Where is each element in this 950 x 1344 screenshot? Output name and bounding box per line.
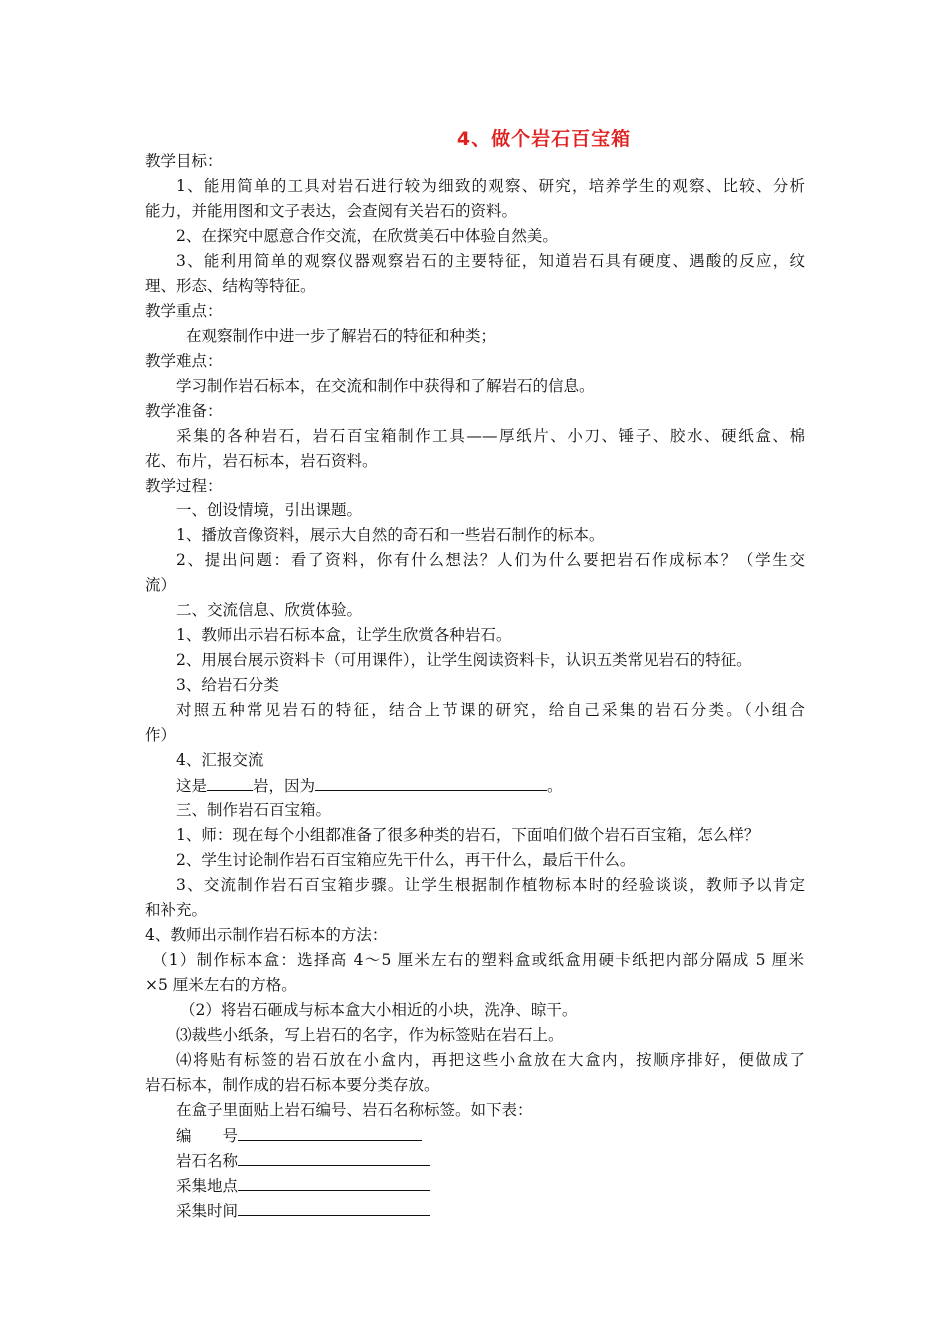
- paragraph-line: 4、汇报交流: [176, 751, 264, 769]
- paragraph-line: 和补充。: [145, 901, 208, 919]
- paragraph-line: 3、交流制作岩石百宝箱步骤。让学生根据制作植物标本时的经验谈谈，教师予以肯定: [176, 876, 805, 894]
- paragraph-line: 流）: [145, 576, 177, 594]
- paragraph-line: 1、能用简单的工具对岩石进行较为细致的观察、研究，培养学生的观察、比较、分析: [176, 177, 805, 195]
- paragraph-line: 一、创设情境，引出课题。: [176, 501, 363, 519]
- paragraph-line: （2）将岩石砸成与标本盒大小相近的小块，洗净、晾干。: [180, 1001, 578, 1019]
- paragraph-line: ⑷将贴有标签的岩石放在小盒内，再把这些小盒放在大盒内，按顺序排好，便做成了: [176, 1051, 805, 1069]
- fill-in-suffix: 。: [547, 777, 563, 795]
- paragraph-line: 1、播放音像资料，展示大自然的奇石和一些岩石制作的标本。: [176, 526, 605, 544]
- paragraph-line: 岩石标本，制作成的岩石标本要分类存放。: [145, 1076, 440, 1094]
- form-blank: [238, 1200, 430, 1216]
- paragraph-line: 花、布片，岩石标本，岩石资料。: [145, 452, 378, 470]
- paragraph-line: 2、学生讨论制作岩石百宝箱应先干什么，再干什么，最后干什么。: [176, 851, 636, 869]
- fill-in-line: [176, 775, 563, 796]
- paragraph-line: 能力，并能用图和文子表达，会查阅有关岩石的资料。: [145, 202, 518, 220]
- fill-in-middle: 岩，因为: [253, 777, 316, 795]
- form-label: 编 号: [176, 1127, 239, 1145]
- paragraph-line: 3、能利用简单的观察仪器观察岩石的主要特征，知道岩石具有硬度、遇酸的反应，纹: [176, 252, 805, 270]
- fill-in-prefix: 这是: [176, 777, 208, 795]
- form-row-location: [176, 1175, 430, 1196]
- paragraph-line: （1）制作标本盒：选择高 4～5 厘米左右的塑料盒或纸盒用硬卡纸把内部分隔成 5 厘米: [152, 951, 804, 969]
- paragraph-line: ⑶裁些小纸条，写上岩石的名字，作为标签贴在岩石上。: [176, 1026, 564, 1044]
- form-blank: [238, 1125, 422, 1141]
- paragraph-line: 采集的各种岩石，岩石百宝箱制作工具——厚纸片、小刀、锤子、胶水、硬纸盒、棉: [176, 427, 805, 445]
- paragraph-line: 2、在探究中愿意合作交流，在欣赏美石中体验自然美。: [176, 227, 558, 245]
- heading-difficulties: 教学难点：: [145, 352, 223, 370]
- heading-preparation: 教学准备：: [145, 402, 223, 420]
- form-blank: [238, 1175, 430, 1191]
- paragraph-line: 1、教师出示岩石标本盒，让学生欣赏各种岩石。: [176, 626, 512, 644]
- form-row-name: [176, 1150, 430, 1171]
- paragraph-line: ×5 厘米左右的方格。: [145, 976, 297, 994]
- paragraph-line: 理、形态、结构等特征。: [145, 277, 316, 295]
- fill-in-blank-reason: [315, 775, 547, 791]
- heading-key-points: 教学重点：: [145, 302, 223, 320]
- fill-in-blank-rock: [207, 775, 253, 791]
- paragraph-line: 2、提出问题：看了资料，你有什么想法？人们为什么要把岩石作成标本？（学生交: [176, 551, 805, 569]
- heading-objectives: 教学目标：: [145, 152, 223, 170]
- paragraph-line: 三、制作岩石百宝箱。: [176, 801, 332, 819]
- document-title: 4、做个岩石百宝箱: [456, 128, 632, 150]
- paragraph-line: 作）: [145, 726, 177, 744]
- paragraph-line: 在观察制作中进一步了解岩石的特征和种类；: [186, 327, 497, 345]
- paragraph-line: 在盒子里面贴上岩石编号、岩石名称标签。如下表：: [176, 1101, 533, 1119]
- paragraph-line: 3、给岩石分类: [176, 676, 279, 694]
- paragraph-line: 二、交流信息、欣赏体验。: [176, 601, 363, 619]
- form-row-time: [176, 1200, 430, 1221]
- form-label: 岩石名称: [176, 1152, 239, 1170]
- form-row-number: [176, 1125, 422, 1146]
- paragraph-line: 对照五种常见岩石的特征，结合上节课的研究，给自己采集的岩石分类。（小组合: [176, 701, 805, 719]
- paragraph-line: 1、师：现在每个小组都准备了很多种类的岩石，下面咱们做个岩石百宝箱，怎么样？: [176, 826, 760, 844]
- heading-process: 教学过程：: [145, 477, 223, 495]
- form-label: 采集时间: [176, 1202, 239, 1220]
- form-blank: [238, 1150, 430, 1166]
- paragraph-line: 2、用展台展示资料卡（可用课件），让学生阅读资料卡，认识五类常见岩石的特征。: [176, 651, 752, 669]
- paragraph-line: 4、教师出示制作岩石标本的方法：: [145, 926, 388, 944]
- paragraph-line: 学习制作岩石标本，在交流和制作中获得和了解岩石的信息。: [176, 377, 595, 395]
- form-label: 采集地点: [176, 1177, 239, 1195]
